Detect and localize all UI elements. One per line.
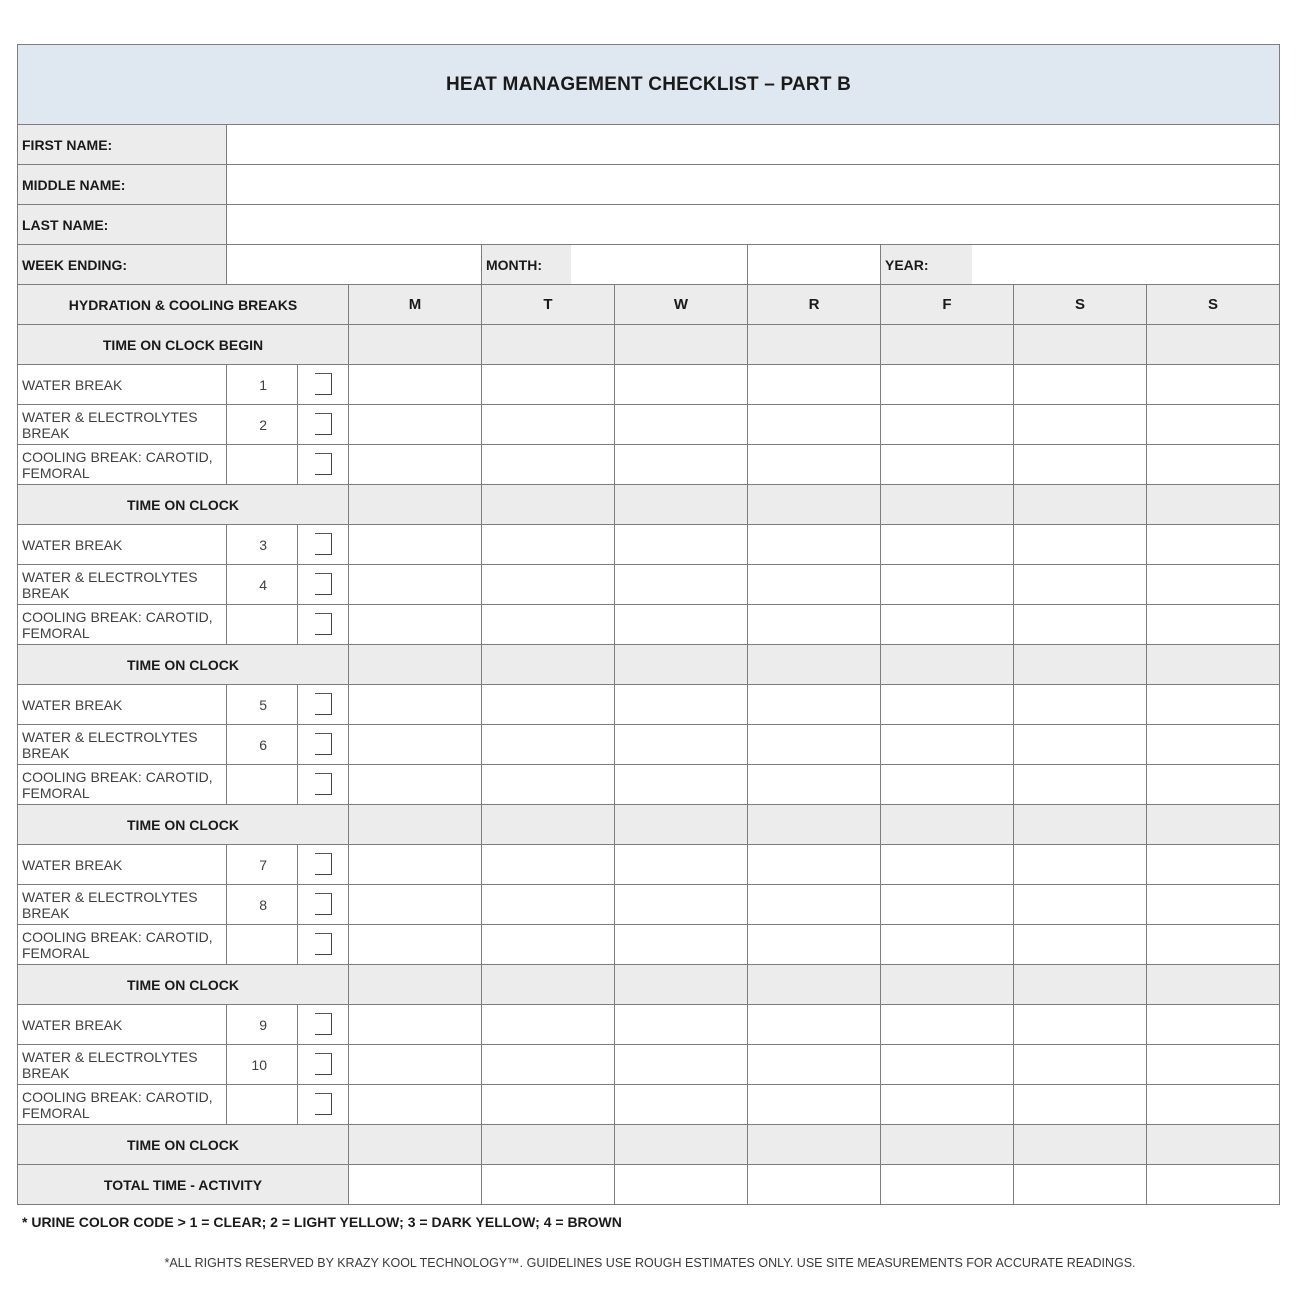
break-number: 1	[227, 365, 298, 405]
activity-name	[18, 885, 227, 925]
break-number: 3	[227, 525, 298, 565]
week-ending-label: WEEK ENDING:	[18, 245, 227, 285]
time-entry-cell[interactable]	[615, 645, 748, 685]
day-entry-cell[interactable]	[881, 1005, 1014, 1045]
time-entry-cell[interactable]	[881, 485, 1014, 525]
activity-label: WATER BREAK	[22, 377, 123, 394]
day-entry-cell[interactable]	[1014, 445, 1147, 485]
activity-name	[18, 685, 227, 725]
activity-label: WATER BREAK	[22, 697, 123, 714]
time-entry-cell[interactable]	[881, 805, 1014, 845]
checkbox-cell	[298, 445, 349, 485]
activity-label: WATER & ELECTROLYTES BREAK	[22, 728, 198, 761]
day-entry-cell[interactable]	[748, 445, 881, 485]
checklist-row	[18, 685, 1280, 725]
checkbox[interactable]	[315, 733, 332, 755]
day-entry-cell[interactable]	[482, 725, 615, 765]
day-entry-cell[interactable]	[482, 445, 615, 485]
day-entry-cell[interactable]	[1147, 525, 1280, 565]
checkbox[interactable]	[315, 573, 332, 595]
day-entry-cell[interactable]	[615, 765, 748, 805]
day-entry-cell[interactable]	[1014, 605, 1147, 645]
day-entry-cell[interactable]	[881, 925, 1014, 965]
day-entry-cell[interactable]	[748, 925, 881, 965]
day-entry-cell[interactable]	[1147, 405, 1280, 445]
time-entry-cell[interactable]	[349, 1165, 482, 1205]
time-entry-cell[interactable]	[482, 805, 615, 845]
checkbox-cell	[298, 1005, 349, 1045]
time-on-clock-label: TIME ON CLOCK	[18, 645, 349, 685]
day-entry-cell[interactable]	[748, 765, 881, 805]
checkbox-cell	[298, 925, 349, 965]
day-entry-cell[interactable]	[881, 1045, 1014, 1085]
activity-name	[18, 725, 227, 765]
day-header: R	[748, 285, 881, 325]
activity-name	[18, 845, 227, 885]
checklist-row	[18, 405, 1280, 445]
checkbox[interactable]	[315, 1053, 332, 1075]
day-entry-cell[interactable]	[482, 1005, 615, 1045]
activity-label: WATER & ELECTROLYTES BREAK	[22, 888, 198, 921]
time-entry-cell[interactable]	[615, 1125, 748, 1165]
day-entry-cell[interactable]	[1147, 845, 1280, 885]
day-entry-cell[interactable]	[881, 445, 1014, 485]
time-entry-cell[interactable]	[1014, 805, 1147, 845]
day-entry-cell[interactable]	[1147, 445, 1280, 485]
day-header: W	[615, 285, 748, 325]
day-entry-cell[interactable]	[482, 1045, 615, 1085]
day-entry-cell[interactable]	[615, 405, 748, 445]
month-label: MONTH:	[482, 245, 571, 284]
day-header: T	[482, 285, 615, 325]
activity-label: WATER BREAK	[22, 857, 123, 874]
checkbox-cell	[298, 1045, 349, 1085]
day-entry-cell[interactable]	[1014, 1005, 1147, 1045]
time-entry-cell[interactable]	[482, 965, 615, 1005]
time-entry-cell[interactable]	[881, 325, 1014, 365]
checkbox-cell	[298, 405, 349, 445]
checkbox-cell	[298, 885, 349, 925]
month-group	[482, 245, 748, 285]
time-on-clock-label: TIME ON CLOCK BEGIN	[18, 325, 349, 365]
day-entry-cell[interactable]	[349, 1005, 482, 1045]
day-header: M	[349, 285, 482, 325]
checkbox-cell	[298, 845, 349, 885]
time-entry-cell[interactable]	[1014, 1165, 1147, 1205]
day-entry-cell[interactable]	[349, 685, 482, 725]
day-entry-cell[interactable]	[482, 765, 615, 805]
day-entry-cell[interactable]	[748, 1045, 881, 1085]
break-number: 4	[227, 565, 298, 605]
day-entry-cell[interactable]	[881, 405, 1014, 445]
day-entry-cell[interactable]	[349, 725, 482, 765]
activity-name	[18, 565, 227, 605]
day-entry-cell[interactable]	[748, 1005, 881, 1045]
time-entry-cell[interactable]	[615, 485, 748, 525]
checkbox[interactable]	[315, 933, 332, 955]
day-entry-cell[interactable]	[349, 925, 482, 965]
day-entry-cell[interactable]	[1014, 725, 1147, 765]
activity-name	[18, 1005, 227, 1045]
checkbox-cell	[298, 1085, 349, 1125]
day-entry-cell[interactable]	[349, 885, 482, 925]
middle-name-label: MIDDLE NAME:	[18, 165, 227, 205]
checkbox-cell	[298, 525, 349, 565]
page-title: HEAT MANAGEMENT CHECKLIST – PART B	[18, 45, 1280, 125]
time-entry-cell[interactable]	[349, 805, 482, 845]
day-entry-cell[interactable]	[615, 845, 748, 885]
heat-management-checklist	[17, 44, 1280, 1205]
time-entry-cell[interactable]	[1014, 965, 1147, 1005]
time-on-clock-label: TIME ON CLOCK	[18, 805, 349, 845]
day-entry-cell[interactable]	[482, 605, 615, 645]
activity-label: COOLING BREAK: CAROTID, FEMORAL	[22, 928, 213, 961]
day-entry-cell[interactable]	[748, 685, 881, 725]
time-entry-cell[interactable]	[615, 805, 748, 845]
break-number	[227, 1085, 298, 1125]
day-entry-cell[interactable]	[482, 525, 615, 565]
rights-notice: *ALL RIGHTS RESERVED BY KRAZY KOOL TECHNOLOGY™. GUIDELINES USE ROUGH ESTIMATES ONLY. USE SITE MEASUREMENTS FOR ACCURATE READINGS.	[164, 1256, 1136, 1270]
break-number: 9	[227, 1005, 298, 1045]
last-name-label: LAST NAME:	[18, 205, 227, 245]
break-number	[227, 765, 298, 805]
checkbox[interactable]	[315, 453, 332, 475]
checkbox[interactable]	[315, 1093, 332, 1115]
checklist-row	[18, 565, 1280, 605]
day-entry-cell[interactable]	[349, 445, 482, 485]
checkbox[interactable]	[315, 373, 332, 395]
activity-name	[18, 765, 227, 805]
day-entry-cell[interactable]	[615, 565, 748, 605]
hydration-breaks-header: HYDRATION & COOLING BREAKS	[18, 285, 349, 325]
checklist-row	[18, 725, 1280, 765]
day-entry-cell[interactable]	[482, 1085, 615, 1125]
day-entry-cell[interactable]	[349, 365, 482, 405]
time-entry-cell[interactable]	[881, 1165, 1014, 1205]
day-entry-cell[interactable]	[881, 765, 1014, 805]
day-entry-cell[interactable]	[1147, 605, 1280, 645]
checklist-row	[18, 365, 1280, 405]
checkbox[interactable]	[315, 773, 332, 795]
time-entry-cell[interactable]	[881, 1125, 1014, 1165]
month-field[interactable]	[571, 245, 747, 284]
checkbox[interactable]	[315, 1013, 332, 1035]
checkbox[interactable]	[315, 533, 332, 555]
time-entry-cell[interactable]	[615, 325, 748, 365]
time-entry-cell[interactable]	[1147, 325, 1280, 365]
break-number: 8	[227, 885, 298, 925]
activity-label: COOLING BREAK: CAROTID, FEMORAL	[22, 768, 213, 801]
activity-name	[18, 605, 227, 645]
checkbox-cell	[298, 565, 349, 605]
day-entry-cell[interactable]	[349, 1045, 482, 1085]
time-entry-cell[interactable]	[615, 1165, 748, 1205]
activity-label: WATER & ELECTROLYTES BREAK	[22, 1048, 198, 1081]
day-entry-cell[interactable]	[482, 565, 615, 605]
day-entry-cell[interactable]	[615, 885, 748, 925]
time-on-clock-label: TIME ON CLOCK	[18, 965, 349, 1005]
day-entry-cell[interactable]	[482, 365, 615, 405]
time-entry-cell[interactable]	[748, 1165, 881, 1205]
checkbox[interactable]	[315, 693, 332, 715]
time-entry-cell[interactable]	[748, 1125, 881, 1165]
checkbox[interactable]	[315, 413, 332, 435]
day-entry-cell[interactable]	[748, 405, 881, 445]
checklist-row	[18, 1005, 1280, 1045]
day-entry-cell[interactable]	[615, 1045, 748, 1085]
break-number: 6	[227, 725, 298, 765]
urine-color-footnote: * URINE COLOR CODE > 1 = CLEAR; 2 = LIGHT YELLOW; 3 = DARK YELLOW; 4 = BROWN	[22, 1214, 622, 1230]
break-number	[227, 925, 298, 965]
activity-label: COOLING BREAK: CAROTID, FEMORAL	[22, 448, 213, 481]
checkbox-cell	[298, 765, 349, 805]
time-entry-cell[interactable]	[1147, 1125, 1280, 1165]
break-number: 2	[227, 405, 298, 445]
activity-name	[18, 365, 227, 405]
day-entry-cell[interactable]	[748, 725, 881, 765]
last-name-field[interactable]	[227, 205, 1280, 245]
activity-label: WATER BREAK	[22, 1017, 123, 1034]
day-entry-cell[interactable]	[1014, 365, 1147, 405]
day-entry-cell[interactable]	[1014, 765, 1147, 805]
first-name-label: FIRST NAME:	[18, 125, 227, 165]
year-label: YEAR:	[881, 245, 972, 284]
day-entry-cell[interactable]	[1147, 365, 1280, 405]
day-entry-cell[interactable]	[1014, 925, 1147, 965]
time-entry-cell[interactable]	[1147, 805, 1280, 845]
day-entry-cell[interactable]	[1014, 885, 1147, 925]
middle-name-field[interactable]	[227, 165, 1280, 205]
checkbox[interactable]	[315, 853, 332, 875]
activity-label: COOLING BREAK: CAROTID, FEMORAL	[22, 608, 213, 641]
day-entry-cell[interactable]	[482, 925, 615, 965]
day-entry-cell[interactable]	[881, 685, 1014, 725]
activity-name	[18, 525, 227, 565]
day-entry-cell[interactable]	[1147, 565, 1280, 605]
day-entry-cell[interactable]	[1147, 685, 1280, 725]
checkbox-cell	[298, 605, 349, 645]
day-entry-cell[interactable]	[881, 885, 1014, 925]
day-entry-cell[interactable]	[1014, 525, 1147, 565]
time-entry-cell[interactable]	[482, 1165, 615, 1205]
time-entry-cell[interactable]	[1014, 1125, 1147, 1165]
time-entry-cell[interactable]	[349, 965, 482, 1005]
day-entry-cell[interactable]	[482, 685, 615, 725]
checkbox[interactable]	[315, 893, 332, 915]
day-entry-cell[interactable]	[615, 1005, 748, 1045]
checklist-row	[18, 525, 1280, 565]
day-entry-cell[interactable]	[1147, 725, 1280, 765]
day-entry-cell[interactable]	[482, 405, 615, 445]
break-number	[227, 605, 298, 645]
day-entry-cell[interactable]	[1147, 1085, 1280, 1125]
time-entry-cell[interactable]	[615, 965, 748, 1005]
day-entry-cell[interactable]	[1014, 845, 1147, 885]
week-ending-field[interactable]	[227, 245, 482, 285]
day-entry-cell[interactable]	[748, 525, 881, 565]
time-entry-cell[interactable]	[1147, 965, 1280, 1005]
time-on-clock-label: TIME ON CLOCK	[18, 485, 349, 525]
checklist-row	[18, 605, 1280, 645]
day-entry-cell[interactable]	[482, 885, 615, 925]
checkbox-cell	[298, 365, 349, 405]
time-entry-cell[interactable]	[1147, 485, 1280, 525]
time-entry-cell[interactable]	[482, 645, 615, 685]
day-entry-cell[interactable]	[881, 565, 1014, 605]
time-entry-cell[interactable]	[349, 1125, 482, 1165]
day-entry-cell[interactable]	[349, 845, 482, 885]
activity-label: WATER BREAK	[22, 537, 123, 554]
time-entry-cell[interactable]	[748, 485, 881, 525]
year-group	[881, 245, 1280, 285]
day-header: S	[1014, 285, 1147, 325]
break-number: 10	[227, 1045, 298, 1085]
day-entry-cell[interactable]	[482, 845, 615, 885]
day-entry-cell[interactable]	[615, 445, 748, 485]
day-entry-cell[interactable]	[349, 565, 482, 605]
day-entry-cell[interactable]	[349, 605, 482, 645]
day-entry-cell[interactable]	[748, 605, 881, 645]
year-field[interactable]	[972, 245, 1279, 284]
break-number: 5	[227, 685, 298, 725]
day-entry-cell[interactable]	[349, 405, 482, 445]
activity-name	[18, 925, 227, 965]
day-entry-cell[interactable]	[349, 525, 482, 565]
time-entry-cell[interactable]	[1014, 645, 1147, 685]
time-entry-cell[interactable]	[349, 645, 482, 685]
activity-label: WATER & ELECTROLYTES BREAK	[22, 408, 198, 441]
time-entry-cell[interactable]	[748, 965, 881, 1005]
time-entry-cell[interactable]	[748, 645, 881, 685]
day-entry-cell[interactable]	[615, 525, 748, 565]
time-entry-cell[interactable]	[349, 325, 482, 365]
day-entry-cell[interactable]	[1014, 1045, 1147, 1085]
checklist-row	[18, 765, 1280, 805]
day-entry-cell[interactable]	[1147, 885, 1280, 925]
day-entry-cell[interactable]	[881, 605, 1014, 645]
checklist-row	[18, 885, 1280, 925]
time-entry-cell[interactable]	[1014, 485, 1147, 525]
time-entry-cell[interactable]	[748, 805, 881, 845]
time-entry-cell[interactable]	[881, 965, 1014, 1005]
day-entry-cell[interactable]	[1147, 1045, 1280, 1085]
day-entry-cell[interactable]	[881, 845, 1014, 885]
time-entry-cell[interactable]	[1147, 1165, 1280, 1205]
checkbox-cell	[298, 685, 349, 725]
activity-label: COOLING BREAK: CAROTID, FEMORAL	[22, 1088, 213, 1121]
activity-label: WATER & ELECTROLYTES BREAK	[22, 568, 198, 601]
day-entry-cell[interactable]	[1014, 405, 1147, 445]
checklist-row	[18, 845, 1280, 885]
checkbox[interactable]	[315, 613, 332, 635]
time-entry-cell[interactable]	[349, 485, 482, 525]
day-entry-cell[interactable]	[615, 685, 748, 725]
activity-name	[18, 405, 227, 445]
activity-name	[18, 1045, 227, 1085]
day-entry-cell[interactable]	[1014, 685, 1147, 725]
day-entry-cell[interactable]	[615, 365, 748, 405]
time-entry-cell[interactable]	[1014, 325, 1147, 365]
day-header: S	[1147, 285, 1280, 325]
time-entry-cell[interactable]	[482, 485, 615, 525]
checklist-row	[18, 445, 1280, 485]
month-field-extra[interactable]	[748, 245, 881, 285]
day-entry-cell[interactable]	[1147, 1005, 1280, 1045]
day-entry-cell[interactable]	[615, 1085, 748, 1125]
day-entry-cell[interactable]	[615, 605, 748, 645]
day-entry-cell[interactable]	[748, 365, 881, 405]
day-entry-cell[interactable]	[881, 1085, 1014, 1125]
day-entry-cell[interactable]	[1014, 1085, 1147, 1125]
day-entry-cell[interactable]	[748, 1085, 881, 1125]
day-entry-cell[interactable]	[881, 725, 1014, 765]
checkbox-cell	[298, 725, 349, 765]
time-entry-cell[interactable]	[482, 1125, 615, 1165]
day-entry-cell[interactable]	[748, 565, 881, 605]
day-entry-cell[interactable]	[1147, 765, 1280, 805]
day-header: F	[881, 285, 1014, 325]
break-number	[227, 445, 298, 485]
day-entry-cell[interactable]	[349, 1085, 482, 1125]
day-entry-cell[interactable]	[748, 845, 881, 885]
day-entry-cell[interactable]	[349, 765, 482, 805]
day-entry-cell[interactable]	[748, 885, 881, 925]
time-entry-cell[interactable]	[482, 325, 615, 365]
day-entry-cell[interactable]	[1147, 925, 1280, 965]
checklist-row	[18, 1045, 1280, 1085]
activity-name	[18, 1085, 227, 1125]
total-time-label: TOTAL TIME - ACTIVITY	[18, 1165, 349, 1205]
day-entry-cell[interactable]	[881, 525, 1014, 565]
time-entry-cell[interactable]	[881, 645, 1014, 685]
time-on-clock-label: TIME ON CLOCK	[18, 1125, 349, 1165]
checklist-row	[18, 1085, 1280, 1125]
time-entry-cell[interactable]	[1147, 645, 1280, 685]
time-entry-cell[interactable]	[748, 325, 881, 365]
checklist-row	[18, 925, 1280, 965]
activity-name	[18, 445, 227, 485]
day-entry-cell[interactable]	[615, 925, 748, 965]
first-name-field[interactable]	[227, 125, 1280, 165]
day-entry-cell[interactable]	[615, 725, 748, 765]
break-number: 7	[227, 845, 298, 885]
day-entry-cell[interactable]	[881, 365, 1014, 405]
day-entry-cell[interactable]	[1014, 565, 1147, 605]
